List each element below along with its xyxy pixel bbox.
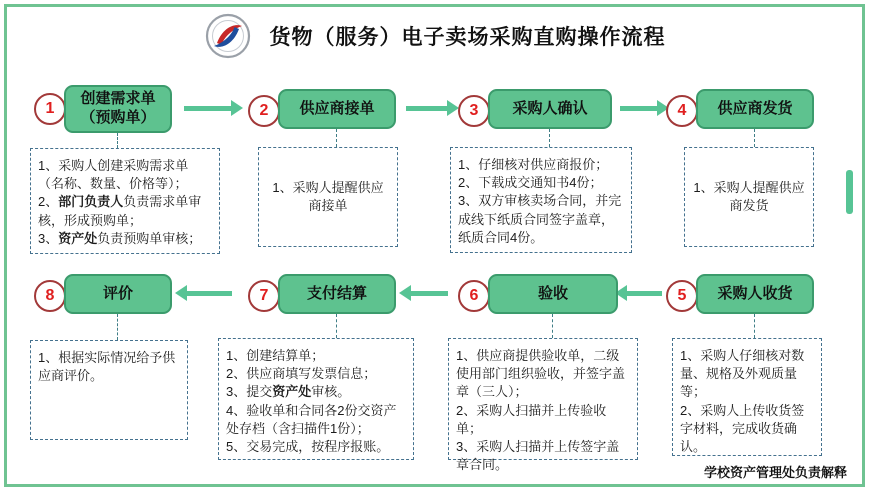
title-bar (0, 12, 869, 60)
connector-line (117, 314, 118, 340)
step-title-box-supplier-accept: 供应商接单 (278, 89, 396, 129)
connector-line (117, 133, 118, 148)
step-detail-box: 1、仔细核对供应商报价； 2、下载成交通知书4份； 3、双方审核卖场合同，并完成线下纸质合同签字盖章，纸质合同4份。 (450, 147, 632, 253)
step-title-box-create-request: 创建需求单 （预购单） (64, 85, 172, 133)
step-detail-box: 1、采购人提醒供应商发货 (684, 147, 814, 247)
step-number-badge: 6 (458, 280, 490, 312)
connector-line (549, 129, 550, 147)
step-detail-box: 1、创建结算单； 2、供应商填写发票信息； 3、提交资产处审核。 4、验收单和合同各2份交资产处存档（含扫描件1份）； 5、交易完成，按程序报账。 (218, 338, 414, 460)
step-number-badge: 2 (248, 95, 280, 127)
step-detail-box: 1、采购人创建采购需求单（名称、数量、价格等）； 2、部门负责人负责需求单审核，形成预购单； 3、资产处负责预购单审核； (30, 148, 220, 254)
step-title-box-buyer-receive: 采购人收货 (696, 274, 814, 314)
step-detail-box: 1、采购人仔细核对数量、规格及外观质量等； 2、采购人上传收货签字材料，完成收货确认。 (672, 338, 822, 456)
connector-line (336, 314, 337, 338)
step-title-box-payment: 支付结算 (278, 274, 396, 314)
step-number-badge: 3 (458, 95, 490, 127)
step-number-badge: 1 (34, 93, 66, 125)
arrow-right-icon (406, 106, 448, 111)
arrow-left-icon (410, 291, 448, 296)
arrow-left-icon (626, 291, 662, 296)
step-number-badge: 5 (666, 280, 698, 312)
step-detail-box: 1、根据实际情况给予供应商评价。 (30, 340, 188, 440)
step-title-box-buyer-confirm: 采购人确认 (488, 89, 612, 129)
step-title-box-supplier-ship: 供应商发货 (696, 89, 814, 129)
arrow-down-icon (846, 170, 853, 214)
arrow-right-icon (620, 106, 658, 111)
footer-note: 学校资产管理处负责解释 (703, 465, 847, 480)
step-detail-box: 1、采购人提醒供应商接单 (258, 147, 398, 247)
connector-line (754, 129, 755, 147)
connector-line (336, 129, 337, 147)
step-number-badge: 7 (248, 280, 280, 312)
step-number-badge: 4 (666, 95, 698, 127)
connector-line (754, 314, 755, 338)
school-emblem-icon (204, 12, 252, 60)
arrow-right-icon (184, 106, 232, 111)
connector-line (552, 314, 553, 338)
step-title-box-evaluate: 评价 (64, 274, 172, 314)
arrow-left-icon (186, 291, 232, 296)
page-title: 货物（服务）电子卖场采购直购操作流程 (269, 26, 666, 49)
step-detail-box: 1、供应商提供验收单，二级使用部门组织验收，并签字盖章（三人）； 2、采购人扫描并上传验收单； 3、采购人扫描并上传签字盖章合同。 (448, 338, 638, 460)
step-number-badge: 8 (34, 280, 66, 312)
step-title-box-acceptance: 验收 (488, 274, 618, 314)
